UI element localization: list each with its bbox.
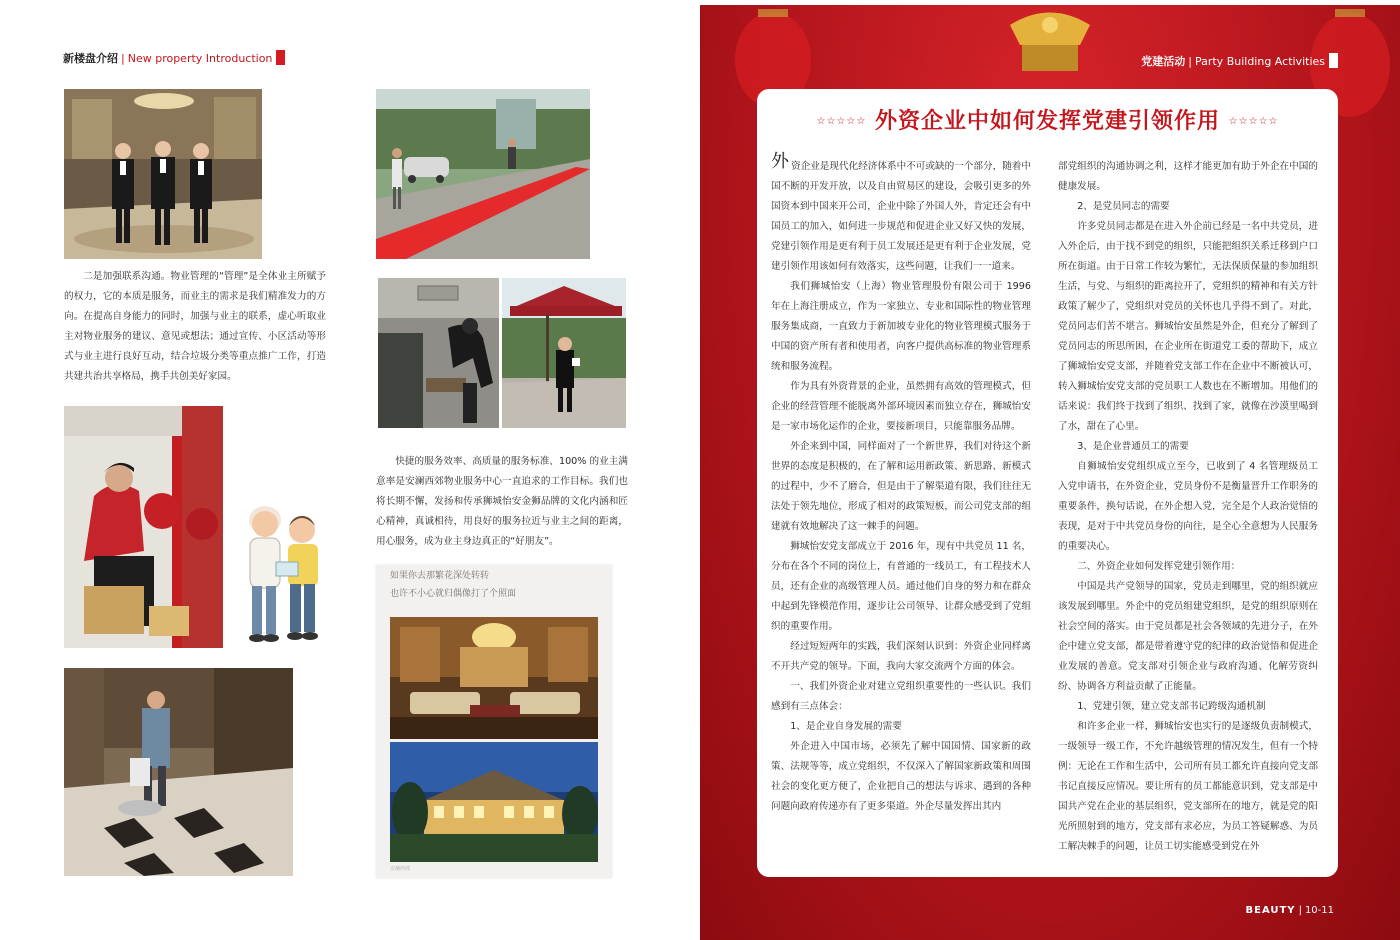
title-stars-right: ☆☆☆☆☆ bbox=[1228, 116, 1279, 127]
article-title: 外资企业中如何发挥党建引领作用 bbox=[874, 109, 1220, 134]
article-column-left bbox=[771, 151, 1031, 817]
floor-polishing-photo bbox=[64, 668, 293, 876]
drain-cleaning-photo bbox=[378, 278, 499, 428]
article-subheading: 3、是企业普通员工的需要 bbox=[1077, 441, 1189, 452]
article-paragraph: 自狮城怡安党组织成立至今，已收到了 4 名管理级员工入党申请书，在外资企业，党员身份不是衡量晋升工作职务的重要条件，换句话说，在外企想入党，完全是个人政治觉悟的表现，是对于中共党员身份的向往，是全心全意想为人民服务的重要决心。 bbox=[1058, 461, 1318, 552]
drop-cap: 外 bbox=[771, 151, 789, 172]
article-paragraph: 作为具有外资背景的企业，虽然拥有高效的管理模式，但企业的经营管理不能脱离外部环境因素而独立存在，狮城怡安是一家市场化运作的企业，要接新项目，只能靠服务品牌。 bbox=[771, 381, 1031, 432]
header-separator: | bbox=[1188, 55, 1192, 68]
section-title-en: Party Building Activities bbox=[1194, 55, 1325, 68]
article-subheading: 1、党建引领，建立党支部书记跨级沟通机制 bbox=[1077, 701, 1266, 712]
page-numbers: 10-11 bbox=[1304, 905, 1334, 916]
article-paragraph: 外企来到中国，同样面对了一个新世界，我们对待这个新世界的态度是积极的，在了解和运用新政策、新思路、新模式的过程中，少不了磨合，但是由于了解渠道有限，我们往往无法处于领先地位，形成了相对的政策短板，而公司党支部的组建就有效地解决了这一棘手的问题。 bbox=[771, 441, 1031, 532]
gold-canopy-decoration bbox=[1000, 5, 1100, 75]
article-title-row bbox=[757, 104, 1338, 135]
article-paragraph: 狮城怡安党支部成立于 2016 年，现有中共党员 11 名，分布在各个不同的岗位上，有普通的一线员工，有工程技术人员，还有企业的高级管理人员。通过他们自身的努力和在群众中起到先锋模范作用，逐步让公司领导、让群众感受到了党组织的重要作用。 bbox=[771, 541, 1031, 632]
article-paragraph bbox=[771, 151, 1031, 277]
cartoon-residents-illustration bbox=[240, 500, 330, 645]
red-carpet-cleaning-photo bbox=[376, 89, 590, 259]
header-marker bbox=[1329, 53, 1338, 68]
photo-credit: 安澜西郊 bbox=[390, 866, 411, 872]
staff-in-lobby-photo bbox=[64, 89, 262, 259]
article-paragraph: 和许多企业一样，狮城怡安也实行的是逐级负责制模式，一级领导一级工作，不允许越级管理的情况发生，但有一个特例：无论在工作和生活中，公司所有员工都允许直接向党支部书记直接反应情况。要让所有的员工都能意识到，党支部是中国共产党在企业的基层组织，党支部所在的地方，就是党的阳光所照射到的地方，党支部有求必应，为员工答疑解惑、为员工解决棘手的问题，让员工切实能感受到党在外 bbox=[1058, 721, 1318, 852]
poem-line-1: 如果你去那繁花深处转转 bbox=[390, 571, 490, 581]
magazine-brand: BEAUTY bbox=[1245, 905, 1296, 916]
article-card bbox=[757, 89, 1338, 877]
right-section-header bbox=[1141, 53, 1338, 69]
article-subheading: 1、是企业自身发展的需要 bbox=[790, 721, 902, 732]
paragraph-text: 资企业是现代化经济体系中不可或缺的一个部分，随着中国不断的开发开放，以及自由贸易区的建设，会吸引更多的外国资本到中国来开公司，企业中除了外国人外，肯定还会有中国员工的加入，如何进一步规范和促进企业又好又快的发展，党建引领作用是更有利于员工发展还是更有利于企业发展，党建引领作用该如何有效落实，这些问题，让我们一一道来。 bbox=[771, 161, 1031, 272]
page-footer bbox=[1245, 905, 1334, 916]
section-title-cn: 新楼盘介绍 bbox=[63, 52, 118, 65]
footer-separator: | bbox=[1298, 905, 1302, 916]
article-subheading: 2、是党员同志的需要 bbox=[1077, 201, 1170, 212]
header-marker bbox=[276, 50, 285, 65]
section-title-cn: 党建活动 bbox=[1141, 55, 1186, 68]
night-mansion-photo bbox=[390, 742, 598, 862]
luxury-lounge-photo bbox=[390, 617, 598, 739]
poem-line-2: 也许不小心就归偶像打了个照面 bbox=[390, 589, 517, 599]
service-goal-paragraph: 快捷的服务效率、高质量的服务标准、100% 的业主满意率是安澜西郊物业服务中心一直追求的工作目标。我们也将长期不懈，发扬和传承狮城怡安金狮品牌的文化内涵和匠心精神，真诚相待，用良好的服务拉近与业主之间的距离，用心服务，成为业主身边真正的“好朋友”。 bbox=[376, 456, 628, 547]
property-management-paragraph: 二是加强联系沟通。物业管理的“管理”是全体业主所赋予的权力，它的本质是服务，而业主的需求是我们精准发力的方向。在提高自身能力的同时，加强与业主的联系，虚心听取业主对物业服务的建议、意见或想法；通过宣传、小区活动等形式与业主进行良好互动，结合垃圾分类等重点推广工作，打造共建共治共享格局，携手共创美好家园。 bbox=[64, 271, 326, 382]
article-column-right bbox=[1058, 157, 1318, 857]
umbrella-guard-photo bbox=[502, 278, 626, 428]
header-separator: | bbox=[121, 52, 125, 65]
article-paragraph: 我们狮城怡安（上海）物业管理股份有限公司于 1996 年在上海注册成立，作为一家独立、专业和国际性的物业管理服务集成商，一直致力于新加坡专业化的物业管理模式服务于中国的资产所有者和使用者，向客户提供高标准的物业管理系统和服务流程。 bbox=[771, 281, 1031, 372]
poem-photo-card bbox=[376, 565, 612, 878]
right-page bbox=[700, 5, 1400, 940]
fire-hydrant-check-photo bbox=[64, 406, 223, 648]
article-paragraph: 部党组织的沟通协调之利，这样才能更加有助于外企在中国的健康发展。 bbox=[1058, 161, 1318, 192]
article-paragraph: 许多党员同志都是在进入外企前已经是一名中共党员，进入外企后，由于找不到党的组织，只能把组织关系迁移到户口所在街道。由于日常工作较为繁忙，无法保质保量的参加组织生活，与党、与组织的距离拉开了，党组织的精神和有关方针政策了解少了，党组织对党员的关怀也几乎得不到了。对此，党员同志们苦不堪言。狮城怡安虽然是外企，但充分了解到了党员同志的所思所困，在企业所在街道党工委的帮助下，成立了狮城怡安党支部，并随着党支部工作在企业中不断被认可，转入狮城怡安党支部的党员职工人数也在不断增加。用他们的话来说：我们终于找到了组织、找到了家，就像在沙漠里喝到了水，甜在了心里。 bbox=[1058, 221, 1318, 432]
article-paragraph: 外企进入中国市场，必须先了解中国国情、国家新的政策、法规等等，成立党组织，不仅深入了解国家新政策和周围社会的变化更方便了，企业把自己的想法与诉求、遇到的各种问题向政府传递亦有了更多渠道。外企尽量发挥出其内 bbox=[771, 741, 1031, 812]
article-paragraph: 一、我们外资企业对建立党组织重要性的一些认识。我们感到有三点体会： bbox=[771, 681, 1031, 712]
article-paragraph: 中国是共产党领导的国家，党员走到哪里，党的组织就应该发展到哪里。外企中的党员组建党组织，是党的组织原则在社会空间的落实。由于党员都是社会各领域的先进分子，在外企中建立党支部，都是带着遵守党的纪律的政治觉悟和促进企业发展的善意。党支部对引领企业与政府沟通、化解劳资纠纷、协调各方利益贡献了正能量。 bbox=[1058, 581, 1318, 692]
section-title-en: New property Introduction bbox=[127, 52, 273, 65]
title-stars-left: ☆☆☆☆☆ bbox=[816, 116, 867, 127]
article-paragraph: 经过短短两年的实践，我们深刻认识到：外资企业同样离不开共产党的领导。下面，我向大家交流两个方面的体会。 bbox=[771, 641, 1031, 672]
left-section-header bbox=[63, 50, 285, 66]
article-subheading: 二、外资企业如何发挥党建引领作用： bbox=[1077, 561, 1241, 572]
